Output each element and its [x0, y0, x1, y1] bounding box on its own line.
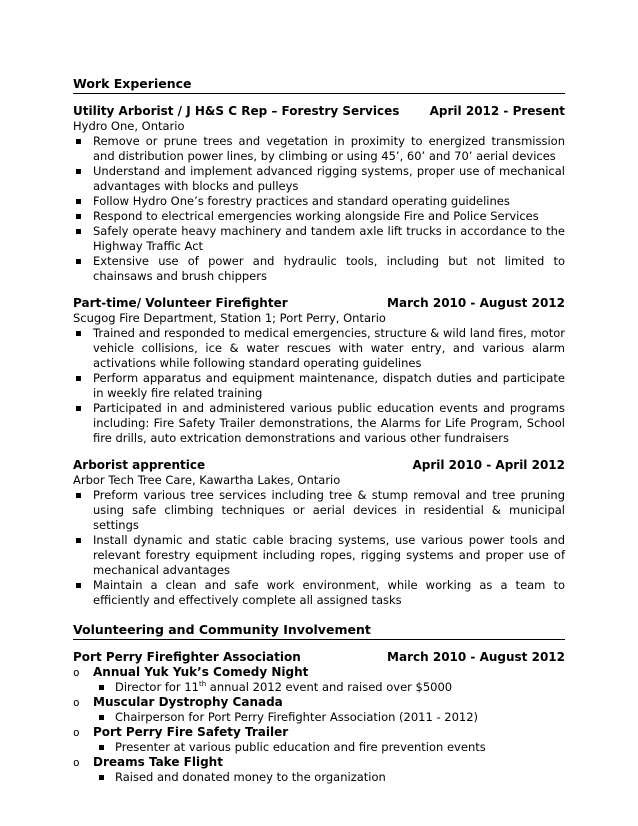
- detail-superscript: th: [198, 680, 207, 689]
- job-organization: Hydro One, Ontario: [73, 119, 185, 133]
- resume-page: [73, 76, 565, 797]
- job-duties-list: [73, 488, 565, 608]
- volunteer-item-details: [93, 770, 565, 785]
- job-role: Arborist apprentice: [73, 458, 206, 472]
- section-title-work-experience: Work Experience: [73, 76, 565, 94]
- job-header: [73, 104, 565, 119]
- job-role: Utility Arborist / J H&S C Rep – Forestry Services: [73, 104, 400, 118]
- job-duties-list: [73, 134, 565, 284]
- job-dates: March 2010 - August 2012: [387, 296, 565, 310]
- volunteer-header: [73, 650, 565, 665]
- volunteer-item: [73, 725, 565, 755]
- detail-text: Director for 11: [115, 680, 199, 694]
- list-item: Follow Hydro One’s forestry practices and standard operating guidelines: [73, 194, 565, 209]
- list-item: Trained and responded to medical emergencies, structure & wild land fires, motor vehicle collisions, ice & water rescues with water entry, and various alarm activations while following standard operating guidelines: [73, 326, 565, 371]
- list-item: Safely operate heavy machinery and tandem axle lift trucks in accordance to the Highway Traffic Act: [73, 224, 565, 254]
- list-item: Participated in and administered various public education events and programs including: Fire Safety Trailer demonstrations, the Alarms for Life Program, School fire drills, auto extrication demonstrations and various other fundraisers: [73, 401, 565, 446]
- volunteer-item-title: Muscular Dystrophy Canada: [93, 695, 283, 709]
- detail-text: annual 2012 event and raised over $5000: [206, 680, 453, 694]
- job-entry: [73, 104, 565, 284]
- job-header: [73, 296, 565, 311]
- volunteer-item-title: Annual Yuk Yuk’s Comedy Night: [93, 665, 309, 679]
- volunteer-entry: [73, 650, 565, 785]
- section-title-volunteering: Volunteering and Community Involvement: [73, 622, 565, 640]
- job-entry: [73, 458, 565, 608]
- volunteer-item-details: [93, 710, 565, 725]
- list-item: Maintain a clean and safe work environment, while working as a team to efficiently and effectively complete all assigned tasks: [73, 578, 565, 608]
- volunteer-item-details: [93, 740, 565, 755]
- list-item: [93, 680, 565, 695]
- job-dates: April 2010 - April 2012: [412, 458, 565, 472]
- volunteer-role: Port Perry Firefighter Association: [73, 650, 301, 664]
- job-organization: Scugog Fire Department, Station 1; Port Perry, Ontario: [73, 311, 386, 325]
- volunteer-item-title: Dreams Take Flight: [93, 755, 223, 769]
- list-item: Respond to electrical emergencies working alongside Fire and Police Services: [73, 209, 565, 224]
- list-item: Presenter at various public education and fire prevention events: [93, 740, 565, 755]
- list-item: Chairperson for Port Perry Firefighter Association (2011 - 2012): [93, 710, 565, 725]
- job-role: Part-time/ Volunteer Firefighter: [73, 296, 288, 310]
- volunteer-item: [73, 665, 565, 695]
- job-header: [73, 458, 565, 473]
- volunteer-items-list: [73, 665, 565, 785]
- job-duties-list: [73, 326, 565, 446]
- volunteer-item: [73, 695, 565, 725]
- list-item: Install dynamic and static cable bracing systems, use various power tools and relevant forestry equipment including ropes, rigging systems and proper use of mechanical advantages: [73, 533, 565, 578]
- list-item: Preform various tree services including tree & stump removal and tree pruning using safe climbing techniques or aerial devices in residential & municipal settings: [73, 488, 565, 533]
- volunteer-item-details: [93, 680, 565, 695]
- list-item: Raised and donated money to the organization: [93, 770, 565, 785]
- job-dates: April 2012 - Present: [429, 104, 565, 118]
- list-item: Remove or prune trees and vegetation in proximity to energized transmission and distribution power lines, by climbing or using 45’, 60’ and 70’ aerial devices: [73, 134, 565, 164]
- list-item: Extensive use of power and hydraulic tools, including but not limited to chainsaws and brush chippers: [73, 254, 565, 284]
- job-organization: Arbor Tech Tree Care, Kawartha Lakes, Ontario: [73, 473, 341, 487]
- volunteer-item-title: Port Perry Fire Safety Trailer: [93, 725, 289, 739]
- job-entry: [73, 296, 565, 446]
- list-item: Understand and implement advanced rigging systems, proper use of mechanical advantages with blocks and pulleys: [73, 164, 565, 194]
- volunteer-dates: March 2010 - August 2012: [387, 650, 565, 664]
- volunteer-item: [73, 755, 565, 785]
- list-item: Perform apparatus and equipment maintenance, dispatch duties and participate in weekly fire related training: [73, 371, 565, 401]
